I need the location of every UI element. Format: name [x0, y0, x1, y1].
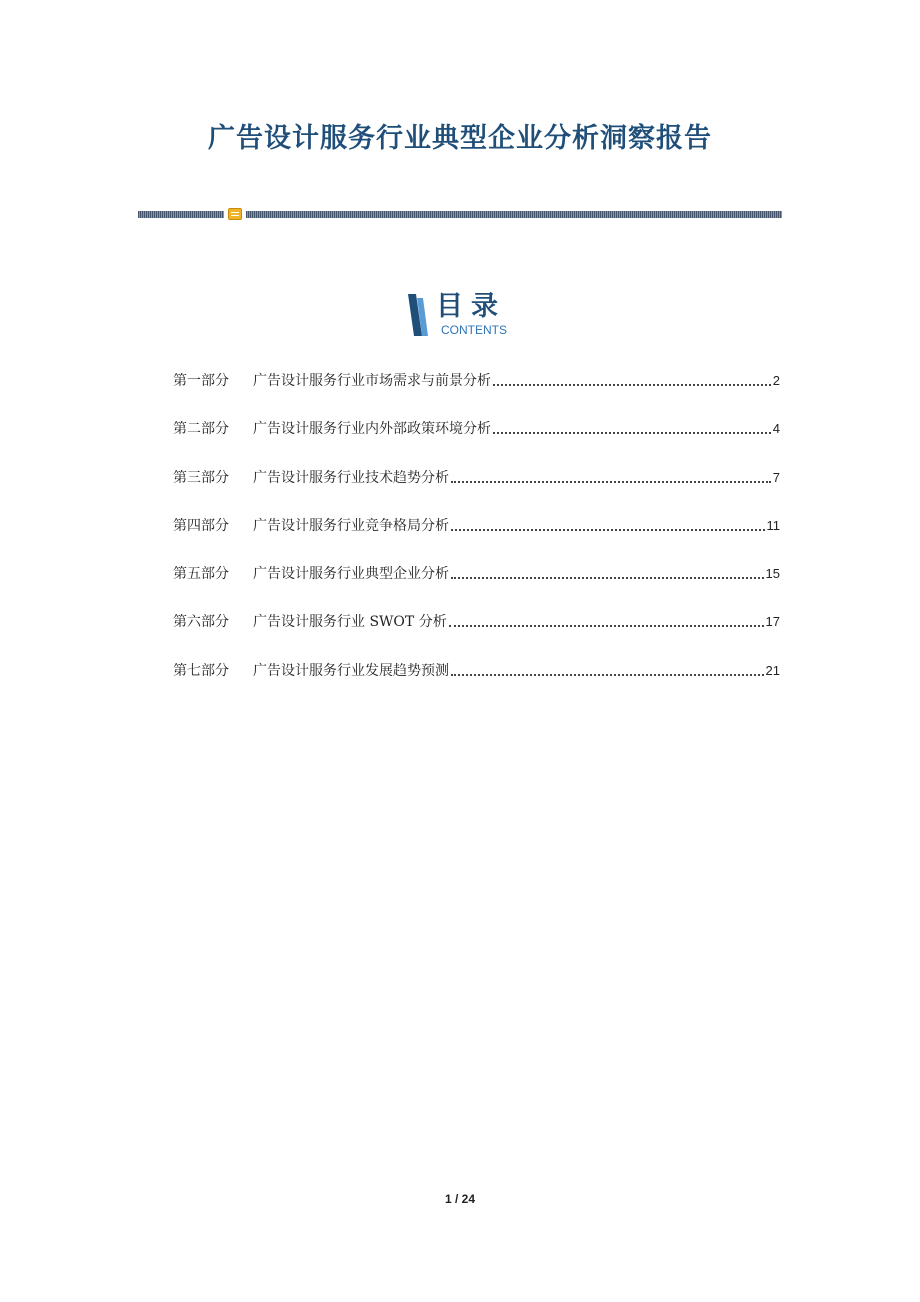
toc-part-label: 第六部分 [173, 614, 229, 631]
toc-entry-title: 广告设计服务行业内外部政策环境分析 [253, 421, 491, 438]
toc-part-label: 第五部分 [173, 566, 229, 583]
toc-page-number: 4 [772, 421, 780, 437]
toc-logo-icon [406, 294, 430, 336]
toc-leader-dots [451, 577, 764, 579]
toc-entry-title: 广告设计服务行业市场需求与前景分析 [253, 373, 491, 389]
toc-subtitle: CONTENTS [441, 323, 507, 337]
toc-part-label: 第四部分 [173, 517, 229, 534]
toc-entry[interactable] [173, 367, 780, 391]
toc-leader-dots [451, 674, 764, 676]
toc-part-label: 第二部分 [173, 421, 229, 438]
toc-part-label: 第一部分 [173, 373, 229, 389]
toc-entry-title: 广告设计服务行业发展趋势预测 [253, 662, 449, 679]
toc-page-number: 2 [772, 373, 780, 388]
toc-page-number: 7 [772, 469, 780, 485]
toc-entry-title: 广告设计服务行业典型企业分析 [253, 566, 449, 583]
toc-leader-dots [449, 625, 764, 627]
toc-leader-dots [493, 432, 771, 434]
toc-entry[interactable] [173, 608, 780, 632]
toc-leader-dots [493, 384, 771, 386]
toc-entry-title: 广告设计服务行业 SWOT 分析 [253, 614, 447, 631]
toc-entry[interactable] [173, 657, 780, 681]
toc-page-number: 21 [765, 662, 780, 678]
toc-entry[interactable] [173, 560, 780, 584]
toc-entry[interactable] [173, 464, 780, 488]
toc-leader-dots [451, 481, 771, 483]
divider-bar-left [138, 211, 224, 218]
toc-page-number: 11 [766, 517, 780, 533]
page-number: 1 / 24 [444, 1192, 476, 1206]
toc-title: 目录 [436, 291, 506, 322]
toc-heading [406, 292, 526, 338]
divider-bar-right [246, 211, 782, 218]
toc-entry[interactable] [173, 415, 780, 439]
toc-leader-dots [451, 529, 765, 531]
title-divider [138, 208, 782, 220]
toc-page-number: 15 [765, 566, 780, 582]
toc-entry-title: 广告设计服务行业技术趋势分析 [253, 469, 449, 486]
toc-entry-title: 广告设计服务行业竞争格局分析 [253, 517, 449, 534]
document-title: 广告设计服务行业典型企业分析洞察报告 [208, 123, 712, 154]
document-icon [228, 208, 242, 220]
toc-part-label: 第七部分 [173, 662, 229, 679]
toc-page-number: 17 [765, 614, 780, 630]
toc-entry[interactable] [173, 512, 780, 536]
toc-part-label: 第三部分 [173, 469, 229, 486]
table-of-contents [173, 367, 780, 705]
